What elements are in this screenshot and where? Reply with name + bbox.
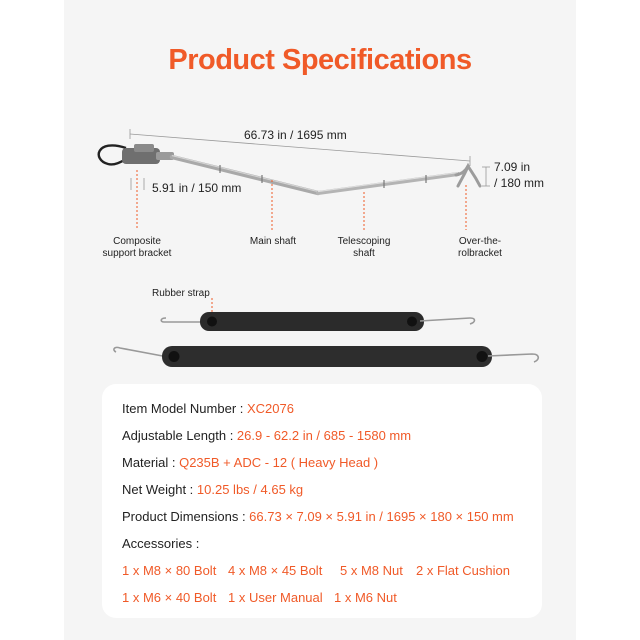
spec-dimensions: Product Dimensions : 66.73 × 7.09 × 5.91 in / 1695 × 180 × 150 mm <box>122 509 514 524</box>
accessory-item: 2 x Flat Cushion <box>416 563 510 578</box>
accessory-item: 1 x M8 × 80 Bolt <box>122 563 217 578</box>
spec-material: Material : Q235B + ADC - 12 ( Heavy Head ) <box>122 455 379 470</box>
rubber-strap-long <box>114 346 538 367</box>
composite-bracket-label: Composite support bracket <box>102 236 172 259</box>
bracket-offset-label: 5.91 in / 150 mm <box>152 181 242 195</box>
accessory-item: 1 x User Manual <box>228 590 323 605</box>
accessory-item: 1 x M6 Nut <box>334 590 397 605</box>
overall-length-label: 66.73 in / 1695 mm <box>244 128 347 142</box>
spec-accessories-label: Accessories : <box>122 536 200 551</box>
spec-model: Item Model Number : XC2076 <box>122 401 294 416</box>
head-width-dimension-line <box>482 167 490 186</box>
spec-weight: Net Weight : 10.25 lbs / 4.65 kg <box>122 482 304 497</box>
composite-bracket <box>99 144 174 164</box>
rubber-strap-label: Rubber strap <box>152 288 210 299</box>
accessory-item: 1 x M6 × 40 Bolt <box>122 590 217 605</box>
accessory-item: 5 x M8 Nut <box>340 563 403 578</box>
page-title: Product Specifications <box>168 44 472 76</box>
main-shaft-label: Main shaft <box>249 236 297 247</box>
specs-card <box>102 384 542 618</box>
accessory-item: 4 x M8 × 45 Bolt <box>228 563 323 578</box>
rubber-strap-short <box>161 312 474 331</box>
telescoping-shaft-label: Telescoping shaft <box>337 236 391 259</box>
spec-length: Adjustable Length : 26.9 - 62.2 in / 685 - 1580 mm <box>122 428 412 443</box>
head-width-label: 7.09 in <box>494 160 531 174</box>
over-the-roll-bracket <box>456 166 480 186</box>
telescoping-shaft <box>318 173 458 193</box>
over-the-roll-bracket-label: Over-the- rolbracket <box>458 236 502 259</box>
head-width-mm-label: / 180 mm <box>494 176 545 190</box>
